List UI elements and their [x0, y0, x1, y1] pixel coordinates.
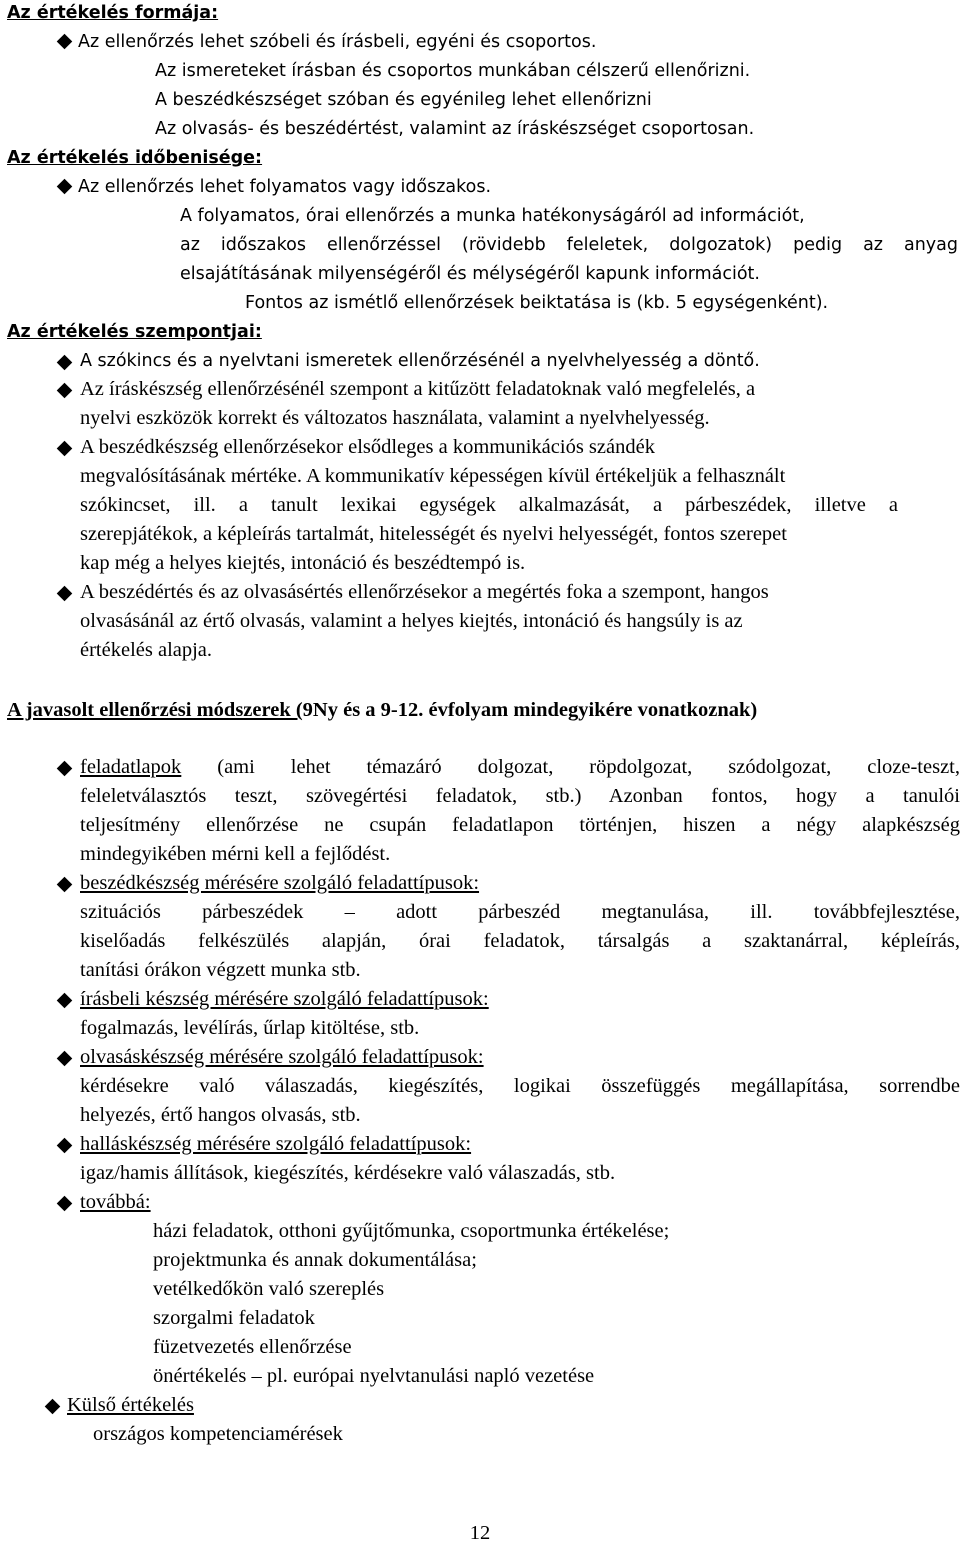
speaking-line-2: kiselőadás felkészülés alapján, órai feladatok, társalgás a szaktanárral, képleírás, — [80, 930, 960, 952]
diamond-bullet-icon — [57, 383, 73, 399]
diamond-bullet-icon — [57, 1051, 73, 1067]
further-item-4: szorgalmi feladatok — [153, 1307, 315, 1329]
section-heading-methods: A javasolt ellenőrzési módszerek (9Ny és a 9-12. évfolyam mindegyikére vonatkoznak) — [7, 699, 758, 721]
speaking-line-3: tanítási órákon végzett munka stb. — [80, 959, 361, 981]
criteria-line-11: értékelés alapja. — [80, 639, 213, 661]
listening-line-1: igaz/hamis állítások, kiegészítés, kérdésekre való válaszadás, stb. — [80, 1162, 616, 1184]
reading-line-2: helyezés, értő hangos olvasás, stb. — [80, 1104, 361, 1126]
criteria-line-4: A beszédkészség ellenőrzésekor elsődleges a kommunikációs szándék — [80, 436, 655, 458]
criteria-line-7: szerepjátékok, a képleírás tartalmát, hitelességét és nyelvi helyességét, fontos szerepet — [80, 523, 787, 545]
speaking-title: beszédkészség mérésére szolgáló feladattípusok: — [80, 872, 480, 894]
listening-title: halláskészség mérésére szolgáló feladattípusok: — [80, 1133, 472, 1155]
form-line-1: Az ellenőrzés lehet szóbeli és írásbeli, egyéni és csoportos. — [56, 29, 596, 55]
diamond-bullet-icon — [57, 877, 73, 893]
section-heading-form: Az értékelés formája: — [7, 3, 219, 23]
criteria-line-10: olvasásánál az értő olvasás, valamint a helyes kiejtés, intonáció és hangsúly is az — [80, 610, 743, 632]
further-item-1: házi feladatok, otthoni gyűjtőmunka, csoportmunka értékelése; — [153, 1220, 670, 1242]
diamond-bullet-icon — [57, 178, 73, 194]
diamond-bullet-icon — [57, 1196, 73, 1212]
criteria-line-3: nyelvi eszközök korrekt és változatos használata, valamint a nyelvhelyesség. — [80, 407, 710, 429]
further-item-3: vetélkedőkön való szereplés — [153, 1278, 385, 1300]
criteria-line-1: A szókincs és a nyelvtani ismeretek ellenőrzésénél a nyelvhelyesség a döntő. — [80, 351, 760, 371]
form-line-3: A beszédkészséget szóban és egyénileg lehet ellenőrizni — [155, 90, 652, 110]
external-line-1: országos kompetenciamérések — [93, 1423, 343, 1445]
criteria-line-5: megvalósításának mértéke. A kommunikatív képességen kívül értékeljük a felhasznált — [80, 465, 786, 487]
worksheets-line-2: feleletválasztós teszt, szövegértési feladatok, stb.) Azonban fontos, hogy a tanulói — [80, 785, 960, 807]
writing-title: írásbeli készség mérésére szolgáló feladattípusok: — [80, 988, 489, 1010]
criteria-line-9: A beszédértés és az olvasásértés ellenőrzésekor a megértés foka a szempont, hangos — [80, 581, 769, 603]
criteria-line-8: kap még a helyes kiejtés, intonáció és beszédtempó is. — [80, 552, 526, 574]
timing-line-3: az időszakos ellenőrzéssel (rövidebb feleletek, dolgozatok) pedig az anyag — [180, 235, 958, 255]
timing-line-1: Az ellenőrzés lehet folyamatos vagy időszakos. — [56, 174, 491, 200]
section-heading-criteria: Az értékelés szempontjai: — [7, 322, 262, 342]
criteria-line-6: szókincset, ill. a tanult lexikai egységek alkalmazását, a párbeszédek, illetve a — [80, 494, 898, 516]
diamond-bullet-icon — [45, 1399, 61, 1415]
diamond-bullet-icon — [57, 993, 73, 1009]
worksheets-line-4: mindegyikében mérni kell a fejlődést. — [80, 843, 391, 865]
diamond-bullet-icon — [57, 355, 73, 371]
timing-line-2: A folyamatos, órai ellenőrzés a munka hatékonyságáról ad információt, — [180, 206, 805, 226]
diamond-bullet-icon — [57, 586, 73, 602]
further-title: továbbá: — [80, 1191, 151, 1213]
diamond-bullet-icon — [57, 441, 73, 457]
diamond-bullet-icon — [57, 761, 73, 777]
further-item-6: önértékelés – pl. európai nyelvtanulási napló vezetése — [153, 1365, 595, 1387]
form-line-4: Az olvasás- és beszédértést, valamint az íráskészséget csoportosan. — [155, 119, 755, 139]
further-item-2: projektmunka és annak dokumentálása; — [153, 1249, 477, 1271]
worksheets-line-3: teljesítmény ellenőrzése ne csupán feladatlapon történjen, hiszen a négy alapkészség — [80, 814, 960, 836]
worksheets-line-1: feladatlapok (ami lehet témazáró dolgozat, röpdolgozat, szódolgozat, cloze-teszt, — [80, 756, 960, 778]
reading-line-1: kérdésekre való válaszadás, kiegészítés, logikai összefüggés megállapítása, sorrendbe — [80, 1075, 960, 1097]
section-heading-timing: Az értékelés időbenisége: — [7, 148, 263, 168]
timing-line-4: elsajátításának milyenségéről és mélységéről kapunk információt. — [180, 264, 760, 284]
external-title: Külső értékelés — [67, 1394, 194, 1416]
criteria-line-2: Az íráskészség ellenőrzésénél szempont a kitűzött feladatoknak való megfelelés, a — [80, 378, 756, 400]
writing-line-1: fogalmazás, levélírás, űrlap kitöltése, stb. — [80, 1017, 420, 1039]
page-number: 12 — [469, 1522, 491, 1544]
further-item-5: füzetvezetés ellenőrzése — [153, 1336, 352, 1358]
form-line-2: Az ismereteket írásban és csoportos munkában célszerű ellenőrizni. — [155, 61, 751, 81]
timing-line-5: Fontos az ismétlő ellenőrzések beiktatása is (kb. 5 egységenként). — [245, 293, 829, 313]
speaking-line-1: szituációs párbeszédek – adott párbeszéd megtanulása, ill. továbbfejlesztése, — [80, 901, 960, 923]
reading-title: olvasáskészség mérésére szolgáló feladattípusok: — [80, 1046, 484, 1068]
diamond-bullet-icon — [57, 1138, 73, 1154]
diamond-bullet-icon — [57, 33, 73, 49]
